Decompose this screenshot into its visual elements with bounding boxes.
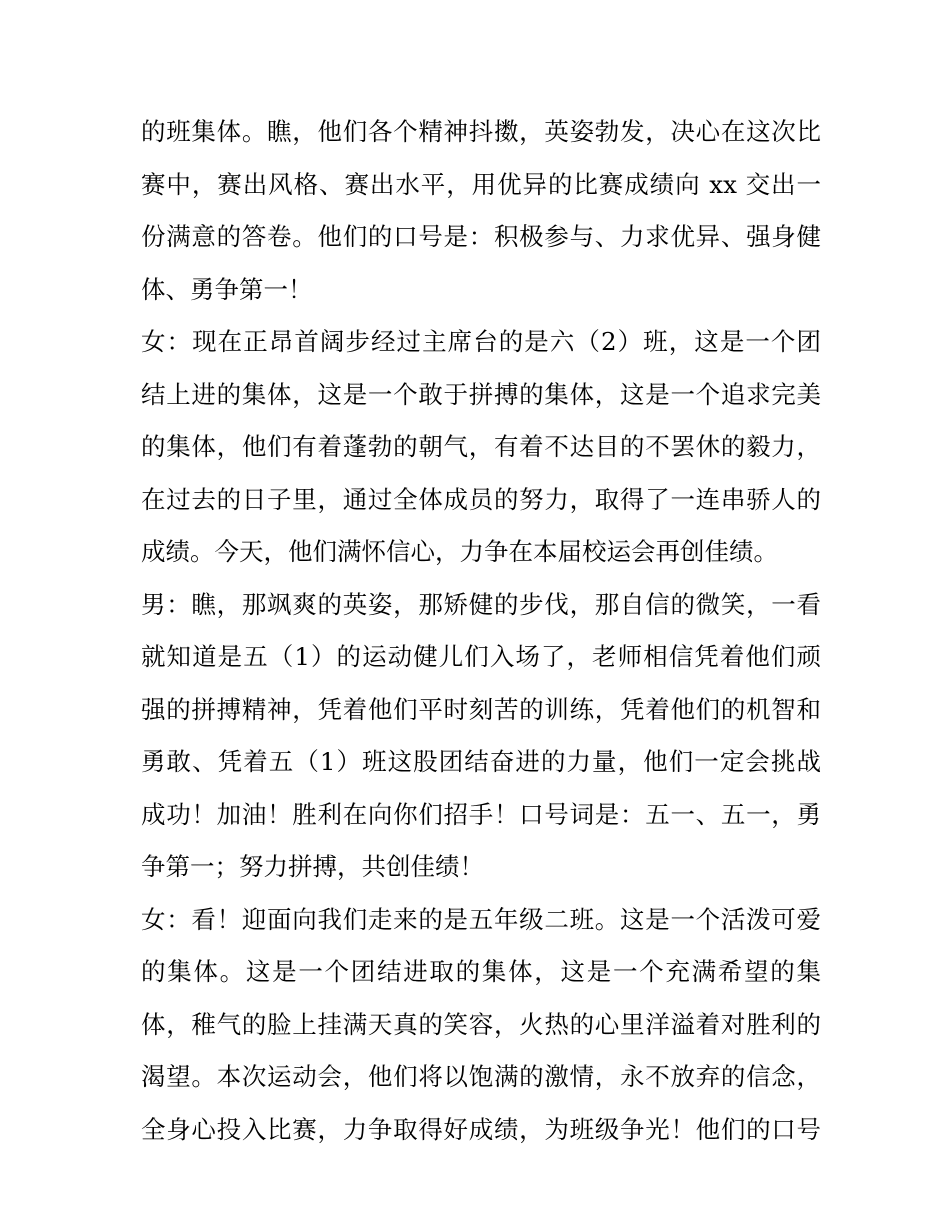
text-line: 的班集体。瞧，他们各个精神抖擞，英姿勃发，决心在这次比 — [141, 117, 821, 146]
text-line: 女：现在正昂首阔步经过主席台的是六（2）班，这是一个团 — [141, 327, 821, 356]
text-line: 勇敢、凭着五（1）班这股团结奋进的力量，他们一定会挑战 — [141, 747, 821, 776]
text-line: 在过去的日子里，通过全体成员的努力，取得了一连串骄人的 — [141, 484, 821, 514]
text-line: 强的拼搏精神，凭着他们平时刻苦的训练，凭着他们的机智和 — [141, 694, 821, 724]
text-line: 男：瞧，那飒爽的英姿，那矫健的步伐，那自信的微笑，一看 — [141, 589, 821, 619]
text-line: 的集体，他们有着蓬勃的朝气，有着不达目的不罢休的毅力， — [141, 432, 821, 461]
text-line: 争第一；努力拼搏，共创佳绩！ — [141, 852, 484, 881]
text-line: 全身心投入比赛，力争取得好成绩，为班级争光！他们的口号 — [141, 1114, 821, 1144]
text-line: 赛中，赛出风格、赛出水平，用优异的比赛成绩向 xx 交出一 — [141, 169, 821, 199]
body-text — [141, 106, 821, 1156]
text-line: 份满意的答卷。他们的口号是：积极参与、力求优异、强身健 — [141, 222, 821, 251]
text-line: 女：看！迎面向我们走来的是五年级二班。这是一个活泼可爱 — [141, 904, 821, 934]
text-line: 体、勇争第一！ — [141, 274, 313, 304]
text-line: 成功！加油！胜利在向你们招手！口号词是：五一、五一，勇 — [141, 799, 821, 829]
text-line: 体，稚气的脸上挂满天真的笑容，火热的心里洋溢着对胜利的 — [141, 1009, 821, 1039]
text-line: 结上进的集体，这是一个敢于拼搏的集体，这是一个追求完美 — [141, 379, 821, 409]
text-line: 的集体。这是一个团结进取的集体，这是一个充满希望的集 — [141, 957, 821, 986]
text-line: 成绩。今天，他们满怀信心，力争在本届校运会再创佳绩。 — [141, 537, 778, 566]
text-line: 渴望。本次运动会，他们将以饱满的激情，永不放弃的信念， — [141, 1062, 821, 1091]
text-line: 就知道是五（1）的运动健儿们入场了，老师相信凭着他们顽 — [141, 642, 821, 671]
